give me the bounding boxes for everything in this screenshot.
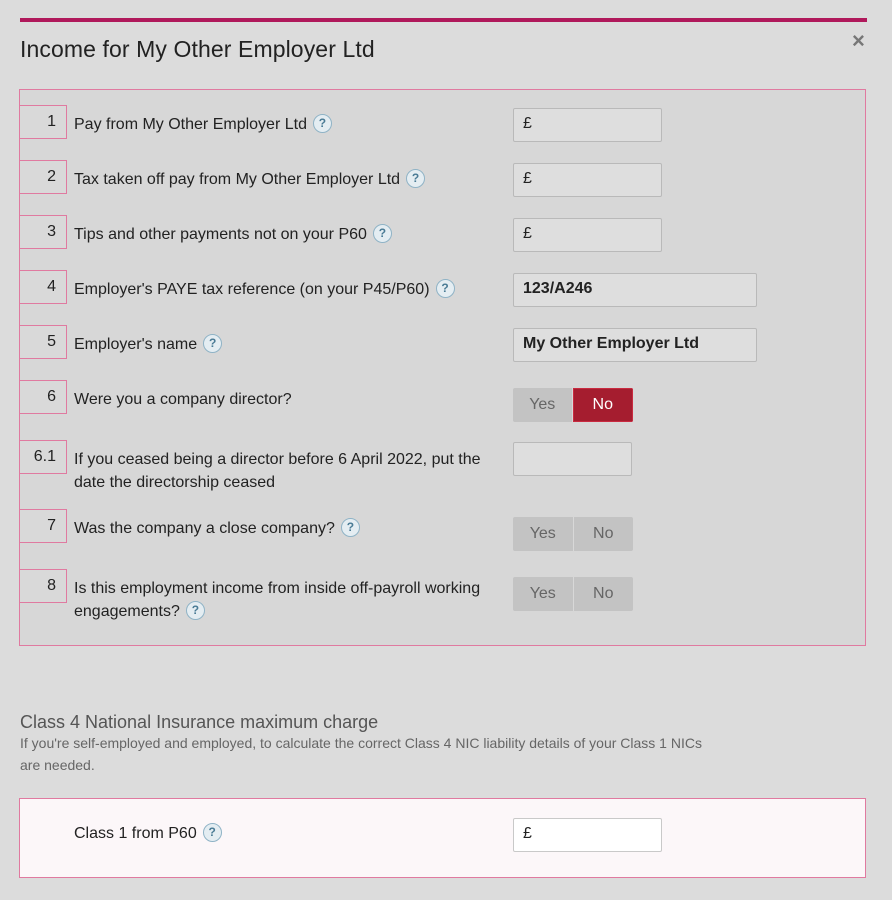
row-label: If you ceased being a director before 6 April 2022, put the date the directorship ceased (74, 451, 481, 491)
row-number: 1 (20, 105, 67, 139)
row-number: 6 (20, 380, 67, 414)
row-number: 4 (20, 270, 67, 304)
help-icon[interactable]: ? (436, 279, 455, 298)
tips-input[interactable]: £ (513, 218, 662, 252)
row-number: 5 (20, 325, 67, 359)
close-icon[interactable]: × (852, 28, 865, 53)
help-icon[interactable]: ? (373, 224, 392, 243)
row-label: Is this employment income from inside off-payroll working engagements? ? (74, 580, 481, 620)
employer-name-input[interactable]: My Other Employer Ltd (513, 328, 757, 362)
row-label: Were you a company director? (74, 391, 292, 408)
help-icon[interactable]: ? (203, 334, 222, 353)
row-label: Employer's name ? (74, 333, 504, 356)
class4-section-title: Class 4 National Insurance maximum charge (20, 711, 379, 732)
row-label: Employer's PAYE tax reference (on your P45/P60) ? (74, 278, 504, 301)
close-company-yes-button[interactable]: Yes (513, 517, 574, 551)
close-company-no-button[interactable]: No (574, 517, 634, 551)
help-icon[interactable]: ? (203, 823, 222, 842)
help-icon[interactable]: ? (186, 601, 205, 620)
row-number: 7 (20, 509, 67, 543)
row-number: 3 (20, 215, 67, 249)
employer-income-panel (19, 89, 866, 646)
row-label: Pay from My Other Employer Ltd ? (74, 113, 504, 136)
off-payroll-yes-button[interactable]: Yes (513, 577, 574, 611)
off-payroll-no-button[interactable]: No (574, 577, 634, 611)
close-company-toggle (513, 517, 633, 551)
row-number: 2 (20, 160, 67, 194)
class1-label: Class 1 from P60 ? (74, 822, 504, 845)
class4-section-description: If you're self-employed and employed, to calculate the correct Class 4 NIC liability details of your Class 1 NICs are needed. (20, 735, 702, 773)
help-icon[interactable]: ? (341, 518, 360, 537)
row-label: Tips and other payments not on your P60 ? (74, 223, 504, 246)
tax-taken-input[interactable]: £ (513, 163, 662, 197)
director-ceased-date-input[interactable] (513, 442, 632, 476)
paye-reference-input[interactable]: 123/A246 (513, 273, 757, 307)
pay-input[interactable]: £ (513, 108, 662, 142)
row-number: 8 (20, 569, 67, 603)
director-no-button[interactable]: No (573, 388, 634, 422)
class1-input[interactable]: £ (513, 818, 662, 852)
class1-panel (19, 798, 866, 878)
dialog-title: Income for My Other Employer Ltd (20, 36, 375, 62)
off-payroll-toggle (513, 577, 633, 611)
row-number: 6.1 (20, 440, 67, 474)
row-label: Was the company a close company? ? (74, 517, 504, 540)
director-toggle (513, 388, 633, 422)
top-accent-bar (20, 18, 867, 22)
help-icon[interactable]: ? (406, 169, 425, 188)
row-label: Tax taken off pay from My Other Employer Ltd ? (74, 168, 504, 191)
director-yes-button[interactable]: Yes (513, 388, 573, 422)
help-icon[interactable]: ? (313, 114, 332, 133)
